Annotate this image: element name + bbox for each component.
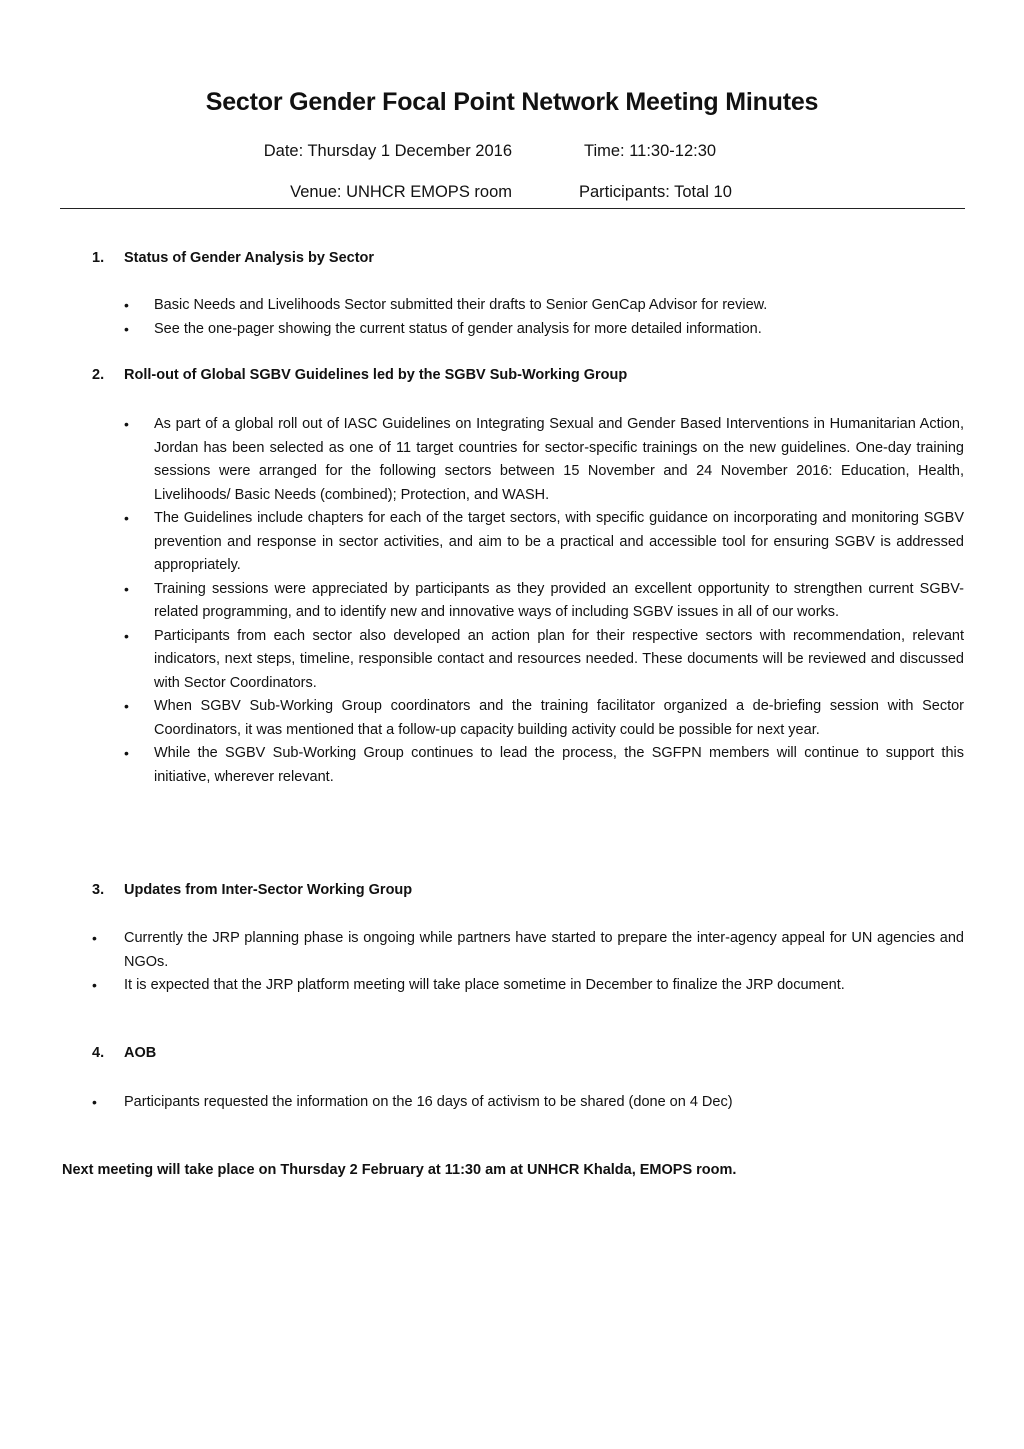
meeting-time: Time: 11:30-12:30 bbox=[584, 142, 717, 160]
list-item-text: While the SGBV Sub-Working Group continues to lead the process, the SGFPN members will continue to support this initiative, wherever relevant. bbox=[154, 745, 964, 785]
bullet-icon: • bbox=[124, 510, 129, 526]
section-4-heading bbox=[92, 1045, 156, 1061]
bullet-icon: • bbox=[92, 930, 97, 946]
section-2-heading bbox=[92, 367, 627, 383]
list-item bbox=[92, 927, 964, 974]
section-2-list bbox=[124, 413, 964, 789]
section-3-heading bbox=[92, 882, 412, 898]
list-item-text: Participants from each sector also developed an action plan for their respective sectors with recommendation, relevant indicators, next steps, timeline, responsible contact and resources needed. These documents will be reviewed and discussed with Sector Coordinators. bbox=[154, 627, 964, 691]
bullet-icon: • bbox=[124, 745, 129, 761]
list-item bbox=[124, 294, 964, 318]
bullet-icon: • bbox=[92, 977, 97, 993]
section-number: 3. bbox=[92, 882, 105, 898]
section-title: AOB bbox=[124, 1045, 157, 1061]
section-title: Status of Gender Analysis by Sector bbox=[124, 250, 375, 266]
header-divider bbox=[60, 208, 965, 209]
list-item-text: When SGBV Sub-Working Group coordinators and the training facilitator organized a de-briefing session with Sector Coordinators, it was mentioned that a follow-up capacity building activity could be possible for next year. bbox=[154, 698, 964, 738]
list-item-text: See the one-pager showing the current status of gender analysis for more detailed information. bbox=[154, 320, 762, 337]
list-item-text: It is expected that the JRP platform meeting will take place sometime in December to finalize the JRP document. bbox=[124, 977, 845, 993]
bullet-icon: • bbox=[124, 627, 129, 644]
list-item bbox=[124, 742, 964, 789]
list-item-text: The Guidelines include chapters for each of the target sectors, with specific guidance on incorporating and monitoring SGBV prevention and response in sector activities, and aim to be a practical and accessible tool for ensuring SGBV is addressed appropriately. bbox=[154, 510, 964, 573]
list-item-text: Currently the JRP planning phase is ongoing while partners have started to prepare the inter-agency appeal for UN agencies and NGOs. bbox=[124, 930, 964, 970]
section-1-list bbox=[124, 294, 964, 341]
section-title: Updates from Inter-Sector Working Group bbox=[124, 882, 413, 898]
list-item-text: Training sessions were appreciated by participants as they provided an excellent opportunity to strengthen current SGBV-related programming, and to identify new and innovative ways of including SGBV issues in all of our works. bbox=[154, 580, 964, 620]
list-item bbox=[124, 413, 964, 507]
list-item bbox=[92, 974, 964, 998]
meeting-participants: Participants: Total 10 bbox=[579, 183, 732, 201]
list-item bbox=[124, 507, 964, 578]
list-item bbox=[124, 578, 964, 625]
section-3-list bbox=[92, 927, 964, 998]
bullet-icon: • bbox=[124, 580, 129, 597]
bullet-icon: • bbox=[124, 416, 129, 432]
list-item-text: Basic Needs and Livelihoods Sector submitted their drafts to Senior GenCap Advisor for review. bbox=[154, 297, 768, 313]
section-title: Roll-out of Global SGBV Guidelines led by the SGBV Sub-Working Group bbox=[124, 367, 628, 383]
section-number: 1. bbox=[92, 250, 105, 266]
list-item bbox=[92, 1091, 964, 1115]
list-item-text: Participants requested the information on the 16 days of activism to be shared (done on 4 Dec) bbox=[124, 1094, 733, 1110]
meeting-venue: Venue: UNHCR EMOPS room bbox=[290, 183, 512, 201]
list-item bbox=[124, 695, 964, 742]
bullet-icon: • bbox=[92, 1094, 97, 1110]
meeting-date: Date: Thursday 1 December 2016 bbox=[263, 142, 512, 160]
bullet-icon: • bbox=[124, 297, 129, 313]
list-item bbox=[124, 625, 964, 696]
list-item bbox=[124, 318, 964, 342]
section-number: 2. bbox=[92, 367, 105, 383]
section-1-heading bbox=[92, 250, 374, 266]
page-title: Sector Gender Focal Point Network Meeting Minutes bbox=[205, 88, 819, 116]
section-4-list bbox=[92, 1091, 964, 1115]
bullet-icon: • bbox=[124, 320, 129, 337]
bullet-icon: • bbox=[124, 698, 129, 714]
section-number: 4. bbox=[92, 1045, 105, 1061]
list-item-text: As part of a global roll out of IASC Guidelines on Integrating Sexual and Gender Based Interventions in Humanitarian Action, Jordan has been selected as one of 11 target countries for sector-specific trainings on the new guidelines. One-day training sessions were arranged for the following sectors between 15 November and 24 November 2016: Education, Health, Livelihoods/ Basic Needs (combined); Protection, and WASH. bbox=[154, 416, 964, 503]
next-meeting-note: Next meeting will take place on Thursday 2 February at 11:30 am at UNHCR Khalda, EMOPS room. bbox=[62, 1162, 737, 1178]
